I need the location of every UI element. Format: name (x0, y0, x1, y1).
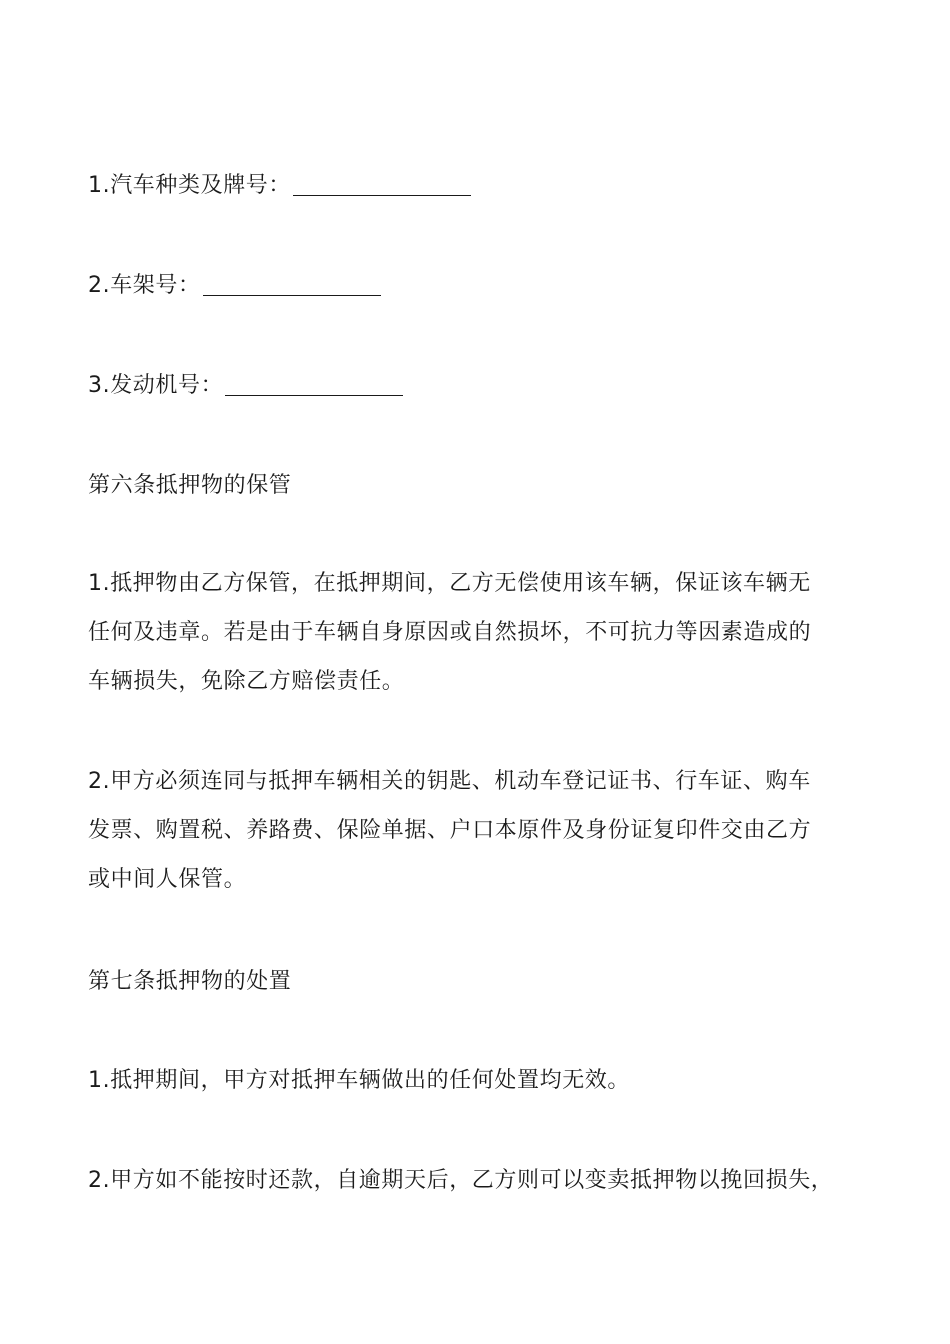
article-7-heading: 第七条抵押物的处置 (88, 969, 292, 994)
article-7-paragraph-1: 1.抵押期间，甲方对抵押车辆做出的任何处置均无效。 (88, 1068, 630, 1093)
article-6-paragraph-2 (88, 757, 878, 904)
text-line: 1.抵押物由乙方保管，在抵押期间，乙方无偿使用该车辆，保证该车辆无 (88, 571, 811, 596)
article-6-heading: 第六条抵押物的保管 (88, 473, 292, 498)
field-label: 1.汽车种类及牌号： (88, 173, 291, 198)
article-7-paragraph-2: 2.甲方如不能按时还款，自逾期天后，乙方则可以变卖抵押物以挽回损失， (88, 1168, 834, 1193)
text-line: 发票、购置税、养路费、保险单据、户口本原件及身份证复印件交由乙方 (88, 818, 812, 843)
text-line: 车辆损失，免除乙方赔偿责任。 (88, 669, 405, 694)
frame-number-field (88, 261, 878, 310)
text-line: 任何及违章。若是由于车辆自身原因或自然损坏，不可抗力等因素造成的 (88, 620, 812, 645)
vehicle-type-plate-field (88, 161, 878, 210)
article-6-paragraph-1 (88, 559, 878, 706)
field-label: 2.车架号： (88, 273, 201, 298)
blank-line (203, 273, 381, 296)
blank-line (293, 173, 471, 196)
blank-line (225, 373, 403, 396)
text-line: 或中间人保管。 (88, 867, 247, 892)
text-line: 2.甲方必须连同与抵押车辆相关的钥匙、机动车登记证书、行车证、购车 (88, 769, 811, 794)
field-label: 3.发动机号： (88, 373, 224, 398)
engine-number-field (88, 361, 878, 410)
